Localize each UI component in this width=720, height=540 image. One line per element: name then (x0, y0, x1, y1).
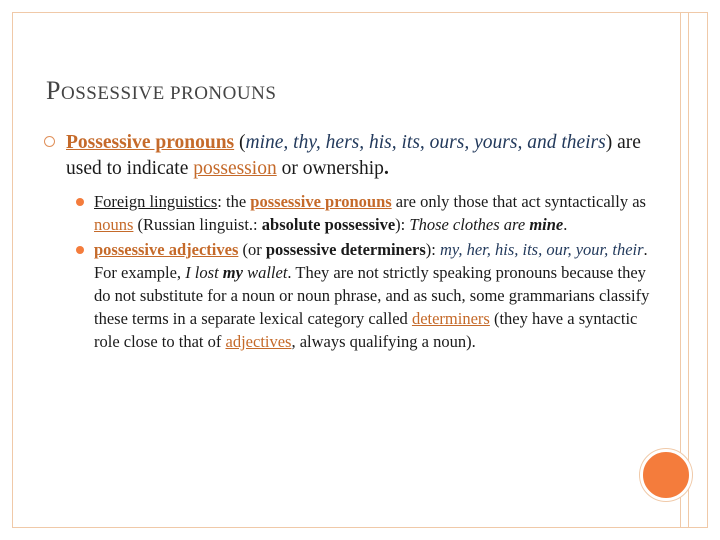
sub-text: : the (217, 192, 251, 211)
example-sentence: Those clothes are (409, 215, 530, 234)
term-possessive-pronouns-sub[interactable]: possessive pronouns (250, 192, 392, 211)
sub-text: are only those that act syntactically as (391, 192, 646, 211)
sub-text: . For example, (94, 240, 648, 282)
link-determiners[interactable]: determiners (411, 309, 490, 328)
slide-title (46, 76, 276, 106)
filled-bullet-icon (76, 246, 84, 254)
example-bold-word: my (222, 263, 243, 282)
link-nouns[interactable]: nouns (94, 215, 134, 234)
adjective-examples: my, her, his, its, our, your, their (440, 240, 644, 259)
main-bullet-point (44, 130, 664, 182)
example-sentence-end: wallet (242, 263, 288, 282)
hollow-bullet-icon (44, 136, 55, 147)
sub-text: . (563, 215, 568, 234)
sub-text: (Russian linguist.: (133, 215, 262, 234)
main-text: ( (234, 132, 246, 153)
absolute-possessive-term: absolute possessive (261, 215, 396, 234)
foreign-linguistics-label: Foreign linguistics (94, 192, 218, 211)
sub-bullet-foreign-linguistics (68, 190, 664, 236)
title-small-caps: OSSESSIVE PRONOUNS (60, 83, 277, 104)
title-initial: P (46, 76, 61, 105)
term-possessive-pronouns[interactable]: Possessive pronouns (66, 132, 235, 153)
sub-text: ): (395, 215, 410, 234)
sub-bullet-list (68, 190, 664, 353)
main-period: . (383, 158, 389, 179)
example-bold-word: mine (529, 215, 564, 234)
main-text: or ownership (276, 158, 384, 179)
link-possession[interactable]: possession (193, 158, 277, 179)
sub-text: (they have a syntactic role close to that of (94, 309, 638, 351)
sub-bullet-possessive-adjectives (68, 238, 664, 353)
decorative-circle (640, 449, 692, 501)
slide-side-bar (680, 12, 708, 528)
example-sentence: I lost (185, 263, 223, 282)
possessive-determiners-term: possessive determiners (265, 240, 426, 259)
term-possessive-adjectives[interactable]: possessive adjectives (94, 240, 239, 259)
link-adjectives[interactable]: adjectives (225, 332, 292, 351)
sub-text: . They are not strictly speaking pronouns because they do not substitute for a noun or noun phrase, and as such, some grammarians classify these terms in a separate lexical category called (94, 263, 650, 328)
pronoun-examples: mine, thy, hers, his, its, ours, yours, and theirs (245, 132, 606, 153)
filled-bullet-icon (76, 198, 84, 206)
slide-side-bar-line (688, 12, 689, 528)
main-text: ) are used to indicate (66, 132, 641, 179)
sub-text: (or (238, 240, 266, 259)
sub-text: , always qualifying a noun). (291, 332, 476, 351)
sub-text: ): (425, 240, 441, 259)
slide-content (44, 130, 664, 355)
